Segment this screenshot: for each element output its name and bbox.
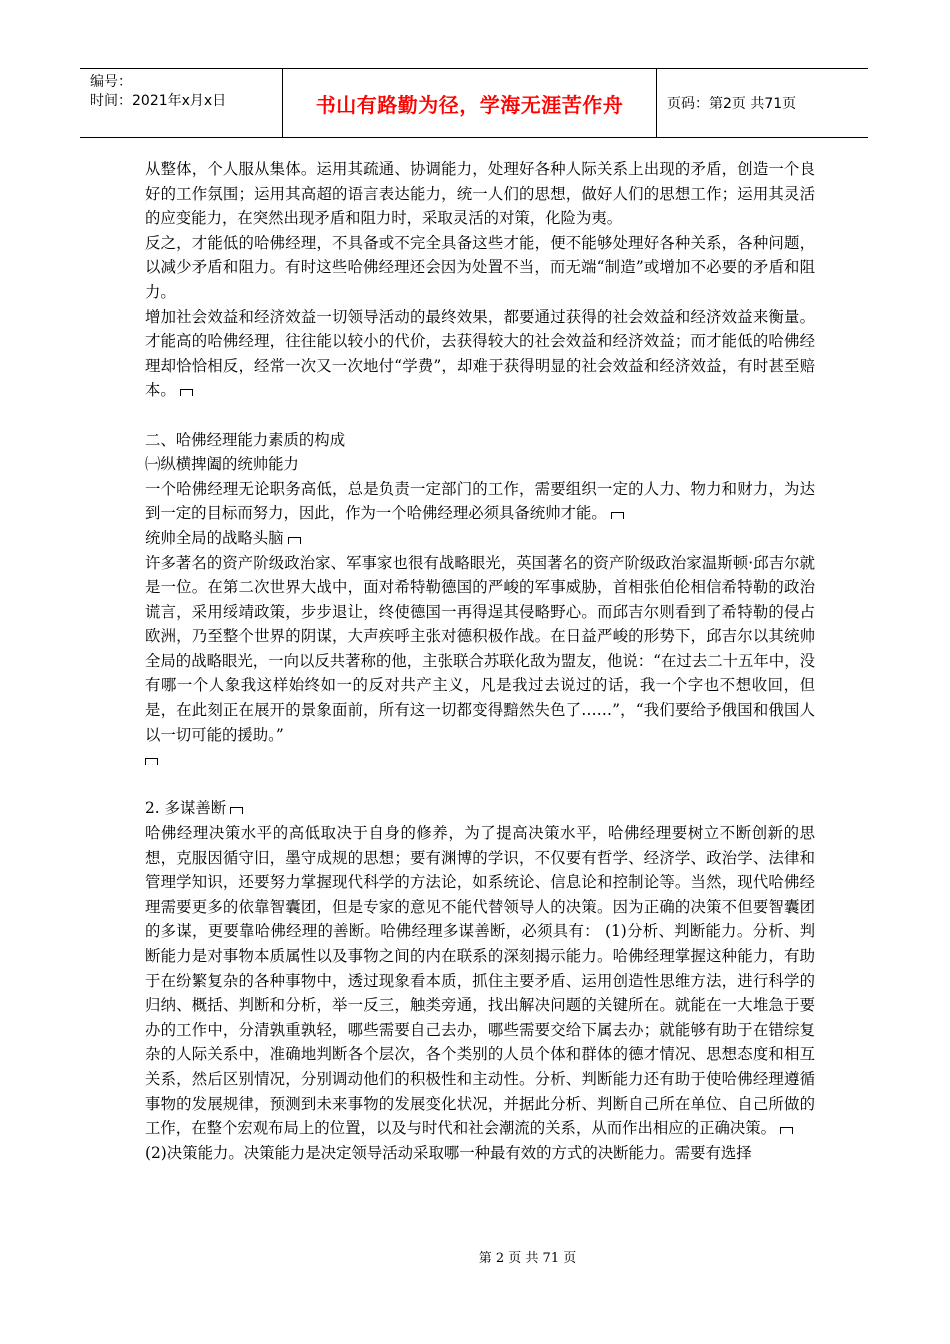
page-footer bbox=[0, 1247, 950, 1266]
section-heading: 二、哈佛经理能力素质的构成 bbox=[145, 430, 346, 449]
return-mark-icon bbox=[230, 807, 243, 814]
return-mark-icon bbox=[180, 389, 193, 396]
body-paragraph: 一个哈佛经理无论职务高低，总是负责一定部门的工作，需要组织一定的人力、物力和财力，为达到一定的目标而努力，因此，作为一个哈佛经理必须具备统帅才能。 bbox=[145, 479, 815, 523]
header-page-number: 页码：第2页 共71页 bbox=[667, 96, 797, 112]
document-body bbox=[145, 157, 815, 1165]
page-header bbox=[80, 68, 868, 138]
subsection-heading: ㈠纵横捭阖的统帅能力 bbox=[145, 455, 299, 474]
document-number-label: 编号： bbox=[90, 74, 132, 90]
body-paragraph: 哈佛经理决策水平的高低取决于自身的修养，为了提高决策水平，哈佛经理要树立不断创新的思想，克服因循守旧，墨守成规的思想；要有渊博的学识，不仅要有哲学、经济学、政治学、法律和管理学知识，还要努力掌握现代科学的方法论，如系统论、信息论和控制论等。当然，现代哈佛经理需要更多的依靠智囊团，但是专家的意见不能代替领导人的决策。因为正确的决策不但要智囊团的多谋，更要靠哈佛经理的善断。哈佛经理多谋善断，必须具有： (1)分析、判断能力。分析、判断能力是对事物本质属性以及事物之间的内在联系的深刻揭示能力。哈佛经理掌握这种能力，有助于在纷繁复杂的各种事物中，透过现象看本质，抓住主要矛盾、运用创造性思维方法，进行科学的归纳、概括、判断和分析，举一反三，触类旁通，找出解决问题的关键所在。就能在一大堆急于要办的工作中，分清孰重孰轻，哪些需要自己去办，哪些需要交给下属去办；就能够有助于在错综复杂的人际关系中，准确地判断各个层次，各个类别的人员个体和群体的德才情况、思想态度和相互关系，然后区别情况，分别调动他们的积极性和主动性。分析、判断能力还有助于使哈佛经理遵循事物的发展规律，预测到未来事物的发展变化状况，并据此分析、判断自己所在单位、自己所做的工作，在整个宏观布局上的位置，以及与时代和社会潮流的关系，从而作出相应的正确决策。 bbox=[145, 824, 815, 1138]
footer-page-number: 第 2 页 共 71 页 bbox=[478, 1251, 577, 1266]
return-mark-icon bbox=[145, 758, 158, 765]
subsection-heading: 统帅全局的战略头脑 bbox=[145, 526, 815, 551]
return-mark-icon bbox=[611, 512, 624, 519]
body-paragraph: 从整体，个人服从集体。运用其疏通、协调能力，处理好各种人际关系上出现的矛盾，创造一个良好的工作氛围；运用其高超的语言表达能力，统一人们的思想，做好人们的思想工作；运用其灵活的应变能力，在突然出现矛盾和阻力时，采取灵活的对策，化险为夷。 bbox=[145, 160, 815, 228]
return-mark-icon bbox=[780, 1127, 793, 1134]
body-paragraph: 反之，才能低的哈佛经理，不具备或不完全具备这些才能，便不能够处理好各种关系，各种问题，以减少矛盾和阻力。有时这些哈佛经理还会因为处置不当，而无端“制造”或增加不必要的矛盾和阻力。 bbox=[145, 233, 815, 301]
paragraph-end bbox=[145, 747, 815, 772]
subsection-heading: 2. 多谋善断 bbox=[145, 796, 815, 821]
body-paragraph: (2)决策能力。决策能力是决定领导活动采取哪一种最有效的方式的决断能力。需要有选择 bbox=[145, 1143, 752, 1162]
return-mark-icon bbox=[288, 537, 301, 544]
body-paragraph: 增加社会效益和经济效益一切领导活动的最终效果，都要通过获得的社会效益和经济效益来衡量。才能高的哈佛经理，往往能以较小的代价，去获得较大的社会效益和经济效益；而才能低的哈佛经理却恰恰相反，经常一次又一次地付“学费”，却难于获得明显的社会效益和经济效益，有时甚至赔本。 bbox=[145, 307, 815, 400]
header-slogan: 书山有路勤为径，学海无涯苦作舟 bbox=[283, 69, 657, 137]
document-date: 时间：2021年x月x日 bbox=[90, 93, 227, 109]
header-meta bbox=[80, 69, 283, 137]
body-paragraph: 许多著名的资产阶级政治家、军事家也很有战略眼光，英国著名的资产阶级政治家温斯顿·邱吉尔就是一位。在第二次世界大战中，面对希特勒德国的严峻的军事威胁，首相张伯伦相信希特勒的政治谎言，采用绥靖政策，步步退让，终使德国一再得逞其侵略野心。而邱吉尔则看到了希特勒的侵占欧洲，乃至整个世界的阴谋，大声疾呼主张对德积极作战。在日益严峻的形势下，邱吉尔以其统帅全局的战略眼光，一向以反共著称的他，主张联合苏联化敌为盟友，他说：“在过去二十五年中，没有哪一个人象我这样始终如一的反对共产主义，凡是我过去说过的话，我一个字也不想收回，但是，在此刻正在展开的景象面前，所有这一切都变得黯然失色了……”，“我们要给予俄国和俄国人以一切可能的援助。” bbox=[145, 553, 815, 744]
